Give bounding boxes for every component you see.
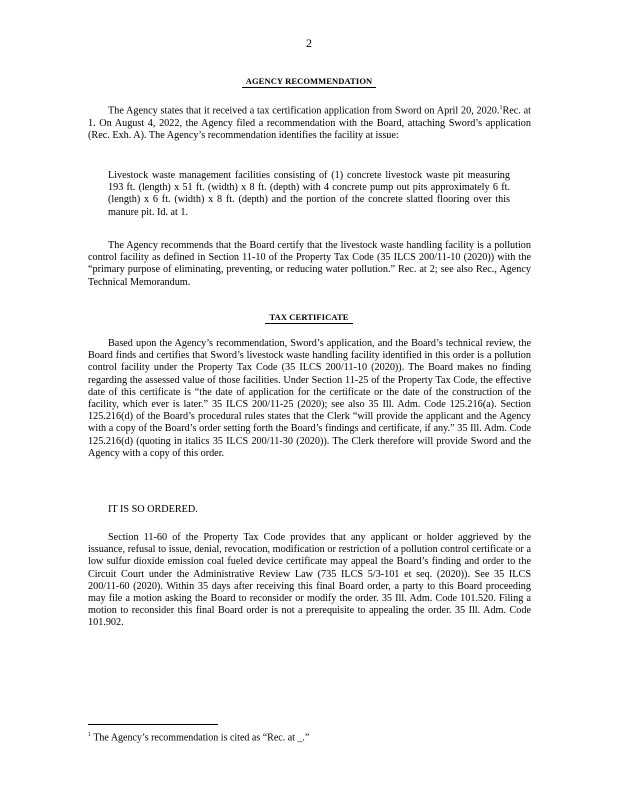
para1-text-end: Rec. at 1. On August 4, 2022, the Agency filed a recommendation with the Board, attaching Sword’s application (Rec. Exh. A). The Agency’s recommendation identifies the facility at issue: (88, 105, 531, 141)
agency-recommends-paragraph: The Agency recommends that the Board certify that the livestock waste handling facility is a pollution control facility as defined in Section 11-10 of the Property Tax Code (35 ILCS 200/11-10 (2020)) with the “primary purpose of eliminating, preventing, or reducing water pollution.” Rec. at 2; see also Rec., Agency Technical Memorandum. (88, 240, 531, 288)
page-number: 2 (306, 36, 312, 50)
para1-text-start: The Agency states that it received a tax certification application from Sword on April 20, 2020. (108, 105, 500, 117)
tax-certificate-heading-text: TAX CERTIFICATE (265, 312, 352, 324)
agency-recommendation-heading (0, 76, 618, 86)
tax-certificate-heading (0, 312, 618, 322)
so-ordered-line: IT IS SO ORDERED. (108, 504, 198, 515)
footnote-mark: 1 (88, 732, 91, 738)
footnote (88, 732, 309, 743)
appeal-rights-paragraph: Section 11-60 of the Property Tax Code provides that any applicant or holder aggrieved by the issuance, refusal to issue, denial, revocation, modification or restriction of a pollution control certificate or a low sulfur dioxide emission coal fueled device certificate may appeal the Board’s finding and order to the Circuit Court under the Administrative Review Law (735 ILCS 5/3-101 et seq. (2020)). See 35 ILCS 200/11-60 (2020). Within 35 days after receiving this final Board order, a party to this Board proceeding may file a motion asking the Board to reconsider or modify the order. 35 Ill. Adm. Code 101.520. Filing a motion to reconsider this final Board order is not a prerequisite to appealing the order. 35 Ill. Adm. Code 101.902. (88, 532, 531, 629)
footnote-divider (88, 724, 218, 725)
certification-findings-paragraph: Based upon the Agency’s recommendation, Sword’s application, and the Board’s technical review, the Board finds and certifies that Sword’s livestock waste handling facility identified in this order is a pollution control facility under the Property Tax Code (35 ILCS 200/11-10 (2020)). The Board makes no finding regarding the assessed value of those facilities. Under Section 11-25 of the Property Tax Code, the effective date of this certificate is “the date of application for the certificate or the date of the construction of the facility, which ever is later.” 35 ILCS 200/11-25 (2020); see also 35 Ill. Adm. Code 125.216(a). Section 125.216(d) of the Board’s procedural rules states that the Clerk “will provide the applicant and the Agency with a copy of the Board’s order setting forth the Board’s findings and certificate, if any.” 35 Ill. Adm. Code 125.216(d) (quoting in italics 35 ILCS 200/11-30 (2020)). The Clerk therefore will provide Sword and the Agency with a copy of this order. (88, 338, 531, 459)
footnote-reference: 1 (499, 105, 503, 111)
agency-recommendation-heading-text: AGENCY RECOMMENDATION (242, 76, 377, 88)
facility-block-quote: Livestock waste management facilities consisting of (1) concrete livestock waste pit measuring 193 ft. (length) x 51 ft. (width) x 8 ft. (depth) with 4 concrete pump out pits approximately 6 ft. (length) x 6 ft. (width) x 8 ft. (depth) and the portion of the concrete slatted flooring over this manure pit. Id. at 1. (108, 170, 510, 218)
footnote-text: The Agency’s recommendation is cited as “Rec. at _.” (93, 732, 310, 744)
agency-receipt-paragraph (88, 102, 531, 142)
